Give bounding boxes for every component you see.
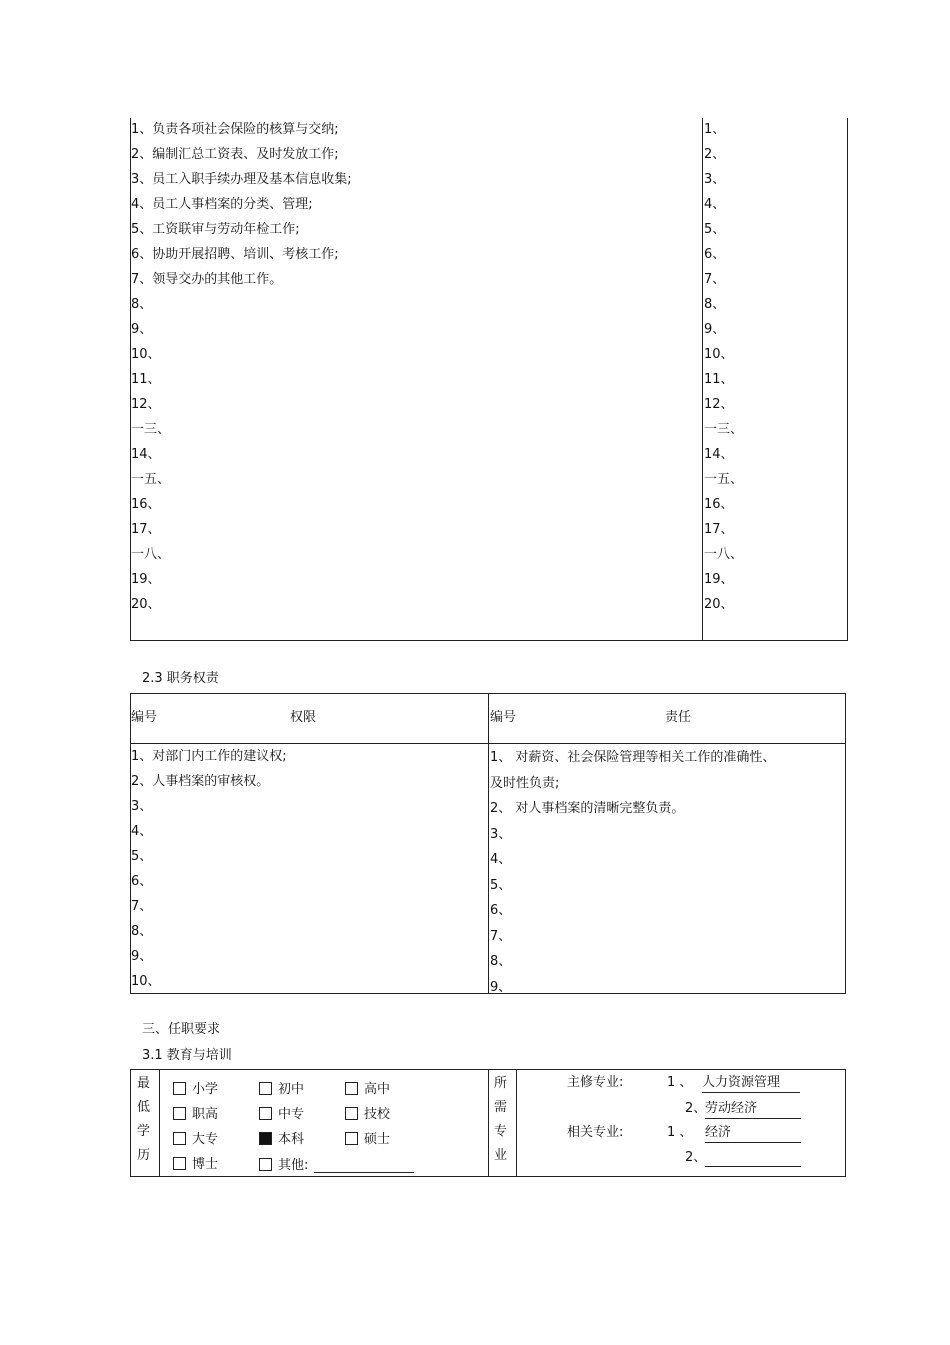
duty-right-item: 11、 [704,372,734,387]
duty-item: 17、 [131,522,161,537]
table-divider [488,1069,489,1177]
duty-right-item: 一三、 [704,422,744,437]
table-divider [159,1069,160,1177]
table-divider [516,1069,517,1177]
duty-right-item: 8、 [704,297,726,312]
duty-item: 20、 [131,597,161,612]
table-border-bottom [130,640,848,641]
duty-right-item: 10、 [704,347,734,362]
duty-item: 一五、 [131,472,171,487]
education-option-label: 其他: [278,1158,309,1173]
education-option[interactable] [259,1106,304,1124]
duty-item: 19、 [131,572,161,587]
responsibility-item: 1、 对薪资、社会保险管理等相关工作的准确性、 [490,750,776,765]
table-border-right [847,118,848,641]
responsibility-item: 3、 [490,826,512,842]
min-education-label-char: 低 [137,1100,151,1115]
other-education-blank[interactable] [314,1156,414,1173]
responsibility-item: 6、 [490,903,512,918]
duty-right-item: 12、 [704,397,734,412]
education-option[interactable] [345,1081,390,1099]
checkbox[interactable] [259,1082,272,1095]
right-item: 7、 [131,899,153,914]
duty-right-item: 14、 [704,447,734,462]
section-3-title: 三、任职要求 [142,1022,221,1037]
responsibility-item: 9、 [490,979,512,995]
education-option[interactable] [259,1131,304,1149]
right-item: 8、 [131,924,153,939]
duty-right-item: 1、 [704,122,726,137]
education-option-label: 硕士 [364,1132,391,1147]
required-major-label-char: 专 [494,1124,508,1139]
required-major-label-char: 业 [494,1148,508,1163]
table-border-right [845,693,846,994]
duty-item: 6、协助开展招聘、培训、考核工作; [131,247,339,262]
education-option-label: 职高 [192,1107,219,1122]
duty-right-item: 3、 [704,172,726,187]
education-option[interactable] [259,1081,304,1099]
main-major-1-no: 1 、 [667,1075,693,1090]
education-option-label: 博士 [192,1157,219,1172]
education-option-label: 初中 [278,1082,305,1097]
duty-item: 7、领导交办的其他工作。 [131,272,283,287]
education-option[interactable] [259,1156,414,1175]
resp-header-title: 责任 [665,710,692,725]
right-item: 4、 [131,824,153,839]
education-option[interactable] [173,1081,218,1099]
required-major-label-char: 所 [494,1076,508,1091]
table-divider [488,693,489,994]
duty-right-item: 7、 [704,272,726,287]
checkbox[interactable] [259,1158,272,1171]
duty-right-item: 4、 [704,197,726,212]
right-item: 2、人事档案的审核权。 [131,774,270,789]
duty-right-item: 19、 [704,572,734,587]
responsibility-item: 8、 [490,954,512,969]
education-option-label: 大专 [192,1132,219,1147]
resp-header-no: 编号 [490,710,517,725]
duty-item: 1、负责各项社会保险的核算与交纳; [131,122,339,137]
duty-item: 5、工资联审与劳动年检工作; [131,222,300,237]
duty-item: 11、 [131,372,161,387]
duty-right-item: 9、 [704,322,726,337]
education-option-label: 本科 [278,1132,305,1147]
checkbox[interactable] [173,1132,186,1145]
related-major-label: 相关专业: [567,1125,624,1140]
education-option-label: 技校 [364,1107,391,1122]
education-option[interactable] [173,1106,218,1124]
required-major-label-char: 需 [494,1100,508,1115]
duty-item: 16、 [131,497,161,512]
min-education-label-char: 学 [137,1124,151,1139]
education-option-label: 高中 [364,1082,391,1097]
education-option-label: 小学 [192,1082,219,1097]
table-divider [702,118,703,641]
main-major-2-no: 2、 [685,1101,707,1116]
section-23-title: 2.3 职务权责 [142,671,219,686]
responsibility-item: 2、 对人事档案的清晰完整负责。 [490,801,685,816]
right-item: 6、 [131,874,153,889]
duty-item: 2、编制汇总工资表、及时发放工作; [131,147,339,162]
checkbox-checked[interactable] [259,1132,272,1145]
duty-item: 4、员工人事档案的分类、管理; [131,197,313,212]
right-item: 10、 [131,974,161,989]
education-option[interactable] [173,1156,218,1174]
rights-header-title: 权限 [290,710,317,725]
section-31-title: 3.1 教育与培训 [142,1048,232,1063]
duty-item: 12、 [131,397,161,412]
related-major-1: 经济 [705,1124,801,1143]
education-option[interactable] [345,1106,390,1124]
duty-right-item: 16、 [704,497,734,512]
education-option[interactable] [173,1131,218,1149]
duty-item: 8、 [131,297,153,312]
right-item: 3、 [131,799,153,814]
checkbox[interactable] [345,1082,358,1095]
min-education-label-char: 最 [137,1076,151,1091]
duty-item: 3、员工入职手续办理及基本信息收集; [131,172,352,187]
main-major-2: 劳动经济 [705,1100,801,1119]
responsibility-item: 及时性负责; [490,775,560,791]
checkbox[interactable] [173,1082,186,1095]
checkbox[interactable] [345,1132,358,1145]
responsibility-item: 4、 [490,852,512,867]
duty-item: 一三、 [131,422,171,437]
duty-right-item: 17、 [704,522,734,537]
checkbox[interactable] [173,1157,186,1170]
duty-item: 9、 [131,322,153,337]
right-item: 9、 [131,949,153,964]
duty-item: 10、 [131,347,161,362]
table-border-right [845,1069,846,1177]
related-major-1-no: 1 、 [667,1125,693,1140]
right-item: 1、对部门内工作的建议权; [131,749,287,764]
main-major-label: 主修专业: [567,1075,624,1090]
checkbox[interactable] [173,1107,186,1120]
education-option-label: 中专 [278,1107,305,1122]
responsibility-item: 7、 [490,928,512,944]
responsibility-item: 5、 [490,877,512,893]
main-major-1: 人力资源管理 [702,1074,800,1093]
duty-item: 一八、 [131,547,171,562]
checkbox[interactable] [259,1107,272,1120]
duty-right-item: 20、 [704,597,734,612]
rights-header-no: 编号 [131,710,158,725]
table-border-left [130,1069,131,1177]
education-option[interactable] [345,1131,390,1149]
duty-item: 14、 [131,447,161,462]
right-item: 5、 [131,849,153,864]
duty-right-item: 2、 [704,147,726,162]
duty-right-item: 一五、 [704,472,744,487]
duty-right-item: 5、 [704,222,726,237]
duty-right-item: 一八、 [704,547,744,562]
duty-right-item: 6、 [704,247,726,262]
min-education-label-char: 历 [137,1148,151,1163]
checkbox[interactable] [345,1107,358,1120]
related-major-2-no: 2、 [685,1150,707,1165]
related-major-2 [705,1149,801,1167]
